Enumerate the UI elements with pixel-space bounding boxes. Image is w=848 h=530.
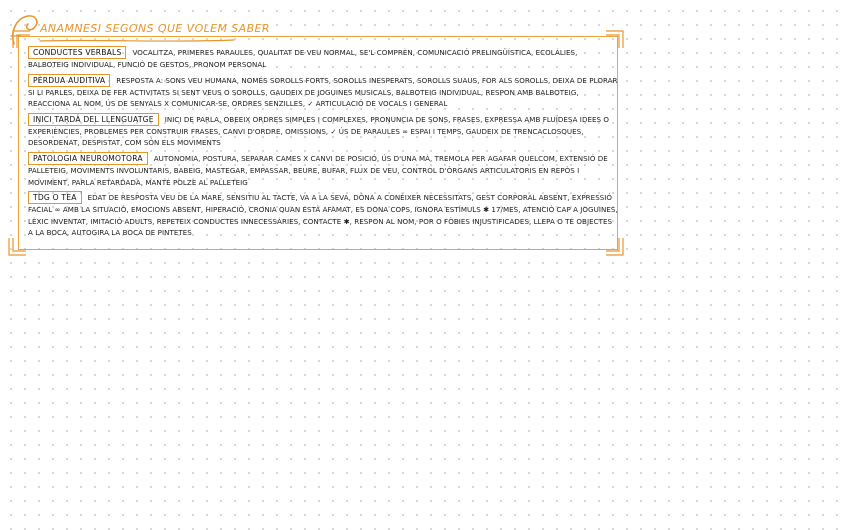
section-text: VOCALITZA, PRIMERES PARAULES, QUALITAT DE VEU NORMAL, SE'L COMPRÈN, COMUNICACIÓ PRELINGÜÍSTICA, ECOLÀLIES, BALBOTEIG INDIVIDUAL, FUNCIÓ DE GESTOS, PRONOM PERSONAL <box>28 48 578 69</box>
section-conductes-verbals <box>28 46 618 71</box>
page-title: ANAMNESI SEGONS QUE VOLEM SABER <box>40 22 270 35</box>
section-perdua-auditiva <box>28 74 618 110</box>
section-label: CONDUCTES VERBALS <box>28 46 126 59</box>
section-label: INICI TARDÀ DEL LLENGUATGE <box>28 113 159 126</box>
section-label: PÈRDUA AUDITIVA <box>28 74 110 87</box>
notes-sections <box>28 46 618 242</box>
section-label: TDG O TEA <box>28 191 82 204</box>
section-text: RESPOSTA A: SONS VEU HUMANA, NOMÉS SOROLLS FORTS, SOROLLS INESPERATS, SOROLLS SUAUS, FOR ALS SOROLLS, DEIXA DE PLORAR SI LI PARLES, DEIXA DE FER ACTIVITATS SI SENT VEUS O SOROLLS, GAUDEIX DE JOGUINES MUSICALS, BALBOTEIG INDIVIDUAL, RESPON AMB BALBOTEIG, REACCIONA AL NOM, ÚS DE SENYALS X COMUNICAR-SE, ORDRES SENZILLES, ✓ ARTICULACIÓ DE VOCALS I GENERAL <box>28 75 618 109</box>
section-tdg-tea <box>28 191 618 239</box>
section-text: INICI DE PARLA, OBEEIX ORDRES SIMPLES I COMPLEXES, PRONUNCIA DE SONS, FRASES, EXPRESSA AMB FLUÏDESA IDEES O EXPERIÈNCIES, PROBLEMES PER CONSTRUIR FRASES, CANVI D'ORDRE, OMISSIONS, ✓ ÚS DE PARAULES ∞ ESPAI I TEMPS, GAUDEIX DE TRENCACLOSQUES, DESORDENAT, DESPISTAT, COM SÓN ELS MOVIMENTS <box>28 114 610 148</box>
section-patologia-neuromotora <box>28 152 618 188</box>
section-inici-tarda-llenguatge <box>28 113 618 149</box>
section-label: PATOLOGIA NEUROMOTORA <box>28 152 148 165</box>
section-text: AUTONOMIA, POSTURA, SEPARAR CAMES X CANVI DE POSICIÓ, ÚS D'UNA MÀ, TREMOLA PER AGAFAR QUELCOM, EXTENSIÓ DE PALLETEIG, MOVIMENTS INVOLUNTARIS, BABEIG, MASTEGAR, EMPASSAR, BEURE, BUFAR, FLUX DE VEU, CONTROL D'ÒRGANS ARTICULATORIS EN REPÒS I MOVIMENT, PARLA RETARDADA, MANTÉ POLZE AL PALLETEIG <box>28 153 608 187</box>
frame-corner-bottom-left <box>6 236 28 258</box>
section-text: EDAT DE RESPOSTA VEU DE LA MARE, SENSITIU AL TACTE, VA A LA SEVA, DÓNA A CONÈIXER NECESSITATS, GEST CORPORAL ABSENT, EXPRESSIÓ FACIAL ∞ AMB LA SITUACIÓ, EMOCIONS ABSENT, HIPERACIÓ, CRONIA QUAN ESTÀ AFAMAT, ES DONA COPS, IGNORA ESTÍMULS ✱ 17/MES, ATENCIÓ CAP A JOGUINES, LÈXIC INVENTAT, IMITACIÓ ADULTS, REPETEIX CONDUCTES INNECESSÀRIES, CONTACTE ✱, RESPON AL NOM, POR O FÒBIES INJUSTIFICADES, LLEPA O TÉ OBJECTES A LA BOCA, AUTOGIRA LA BOCA DE PINTETES <box>28 193 618 238</box>
